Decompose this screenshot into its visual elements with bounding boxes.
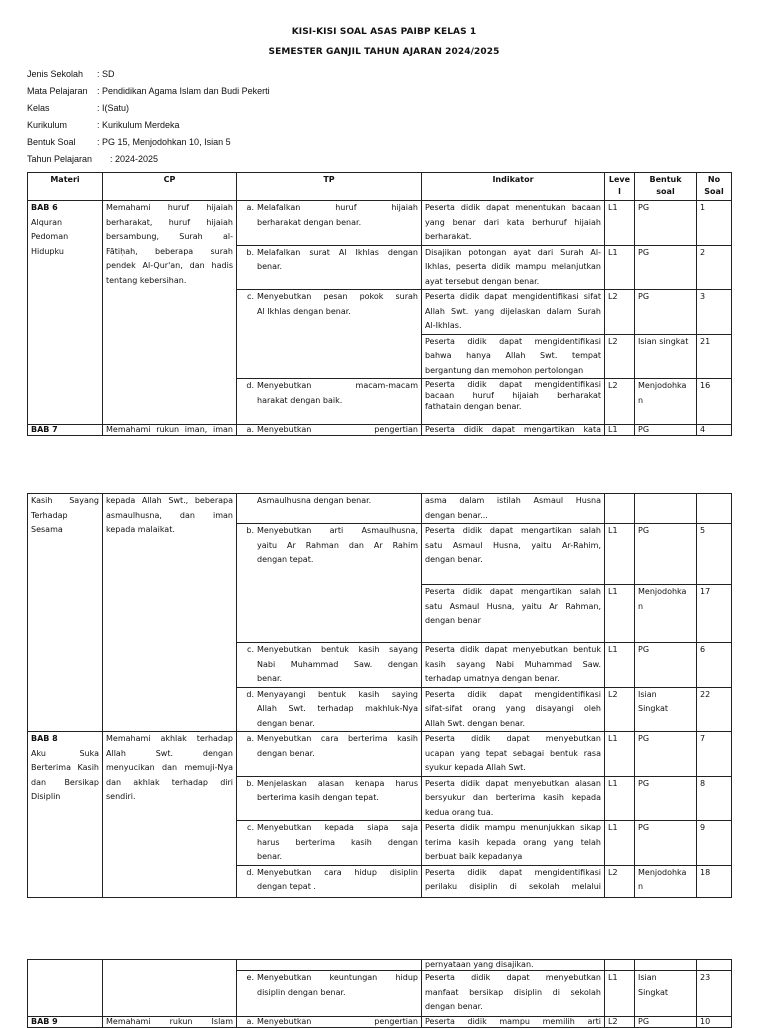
- document-subtitle: SEMESTER GANJIL TAHUN AJARAN 2024/2025: [268, 47, 500, 57]
- level-cell: L2: [605, 865, 635, 897]
- level-cell: L1: [605, 524, 635, 585]
- indikator-cell: Peserta didik dapat menyebutkan ucapan yang tepat sebagai bentuk rasa syukur kepada Allah Swt.: [422, 732, 605, 777]
- indikator-cell: Peserta didik dapat menyebutkan manfaat bersikap disiplin di sekolah dengan benar.: [422, 971, 605, 1017]
- level-cell: L2: [605, 379, 635, 425]
- identity-block: [27, 66, 270, 168]
- indikator-cell: Peserta didik dapat mengartikan kata: [422, 425, 605, 436]
- tp-cell: e. Menyebutkan keuntungan hidup disiplin dengan benar.: [237, 971, 422, 1017]
- header-cp: CP: [103, 173, 237, 201]
- cp-cell: [103, 960, 237, 1017]
- document-title: KISI-KISI SOAL ASAS PAIBP KELAS 1: [291, 27, 477, 37]
- meta-row: Mata Pelajaran : Pendidikan Agama Islam dan Budi Pekerti: [27, 86, 270, 96]
- indikator-cell: Peserta didik dapat mengidentifikasi sifat-sifat orang yang disayangi oleh Allah Swt. dengan benar.: [422, 687, 605, 732]
- bentuk-soal-cell: Isian Singkat: [635, 687, 697, 732]
- level-cell: L2: [605, 290, 635, 335]
- indikator-cell: Peserta didik dapat menyebutkan bentuk kasih sayang Nabi Muhammad Saw. terhadap umatnya dengan benar.: [422, 643, 605, 688]
- tp-cell: d. Menyebutkan cara hidup disiplin dengan tepat .: [237, 865, 422, 897]
- level-cell: L1: [605, 643, 635, 688]
- materi-cell: [28, 960, 103, 1017]
- level-cell: L1: [605, 245, 635, 290]
- no-soal-cell: 17: [697, 585, 732, 643]
- indikator-cell: Peserta didik dapat mengidentifikasi bahwa hanya Allah Swt. tempat bergantung dan memohon pertolongan: [422, 334, 605, 379]
- no-soal-cell: 16: [697, 379, 732, 425]
- header-materi: Materi: [28, 173, 103, 201]
- tp-cell: c. Menyebutkan pesan pokok surah Al Ikhlas dengan benar.: [237, 290, 422, 379]
- bentuk-soal-cell: PG: [635, 524, 697, 585]
- bentuk-soal-cell: PG: [635, 245, 697, 290]
- no-soal-cell: [697, 494, 732, 524]
- table-row: [28, 732, 732, 777]
- materi-cell: BAB 8 Aku Suka Berterima Kasih dan Bersikap Disiplin: [28, 732, 103, 898]
- indikator-cell: Peserta didik dapat mengidentifikasi sifat Allah Swt. yang dijelaskan dalam Surah Al-Ikhlas.: [422, 290, 605, 335]
- meta-row: Jenis Sekolah : SD: [27, 69, 115, 79]
- header-indikator: Indikator: [422, 173, 605, 201]
- header-bentuk-soal: Bentuk soal: [635, 173, 697, 201]
- tp-cell: d. Menyayangi bentuk kasih saying Allah Swt. terhadap makhluk-Nya dengan benar.: [237, 687, 422, 732]
- no-soal-cell: 2: [697, 245, 732, 290]
- level-cell: [605, 494, 635, 524]
- cp-cell: Memahami akhlak terhadap Allah Swt. dengan menyucikan dan memuji-Nya dan akhlak terhadap diri sendiri.: [103, 732, 237, 898]
- bentuk-soal-cell: [635, 960, 697, 971]
- bentuk-soal-cell: PG: [635, 201, 697, 246]
- no-soal-cell: 8: [697, 776, 732, 821]
- no-soal-cell: 7: [697, 732, 732, 777]
- cp-cell: Memahami rukun Islam: [103, 1017, 237, 1028]
- bentuk-soal-cell: PG: [635, 821, 697, 866]
- tp-cell: a. Melafalkan huruf hijaiah berharakat dengan benar.: [237, 201, 422, 246]
- level-cell: L1: [605, 585, 635, 643]
- meta-row: Bentuk Soal : PG 15, Menjodohkan 10, Isian 5: [27, 137, 231, 147]
- no-soal-cell: 3: [697, 290, 732, 335]
- bentuk-soal-cell: PG: [635, 1017, 697, 1028]
- no-soal-cell: 18: [697, 865, 732, 897]
- no-soal-cell: 10: [697, 1017, 732, 1028]
- tp-cell: a. Menyebutkan cara berterima kasih dengan benar.: [237, 732, 422, 777]
- level-cell: L2: [605, 334, 635, 379]
- table-header-row: [28, 173, 732, 201]
- indikator-cell: Peserta didik mampu memilih arti: [422, 1017, 605, 1028]
- indikator-cell: asma dalam istilah Asmaul Husna dengan benar...: [422, 494, 605, 524]
- level-cell: L1: [605, 732, 635, 777]
- tp-cell: b. Menjelaskan alasan kenapa harus berterima kasih dengan tepat.: [237, 776, 422, 821]
- no-soal-cell: 1: [697, 201, 732, 246]
- tp-cell: b. Menyebutkan arti Asmaulhusna, yaitu Ar Rahman dan Ar Rahim dengan tepat.: [237, 524, 422, 643]
- bentuk-soal-cell: Menjodohka n: [635, 585, 697, 643]
- bentuk-soal-cell: PG: [635, 425, 697, 436]
- level-cell: L1: [605, 971, 635, 1017]
- no-soal-cell: 6: [697, 643, 732, 688]
- table-row: [28, 1017, 732, 1028]
- table-row: [28, 960, 732, 971]
- kisi-table-page-1: [27, 172, 732, 436]
- no-soal-cell: 23: [697, 971, 732, 1017]
- cp-cell: kepada Allah Swt., beberapa asmaulhusna, dan iman kepada malaikat.: [103, 494, 237, 732]
- materi-cell: BAB 7: [28, 425, 103, 436]
- cp-cell: Memahami rukun iman, iman: [103, 425, 237, 436]
- indikator-cell: Peserta didik dapat mengartikan salah satu Asmaul Husna, yaitu Ar-Rahim, dengan benar.: [422, 524, 605, 585]
- bentuk-soal-cell: PG: [635, 776, 697, 821]
- level-cell: L1: [605, 776, 635, 821]
- meta-row: Tahun Pelajaran : 2024-2025: [27, 154, 159, 164]
- tp-cell: a. Menyebutkan pengertian: [237, 1017, 422, 1028]
- level-cell: L2: [605, 687, 635, 732]
- meta-row: Kelas : I(Satu): [27, 103, 130, 113]
- materi-cell: Kasih Sayang Terhadap Sesama: [28, 494, 103, 732]
- no-soal-cell: [697, 960, 732, 971]
- bentuk-soal-cell: PG: [635, 643, 697, 688]
- no-soal-cell: 4: [697, 425, 732, 436]
- indikator-cell: Peserta didik dapat menentukan bacaan yang benar dari kata berhuruf hijaiah berharakat.: [422, 201, 605, 246]
- kisi-table-page-2: [27, 493, 732, 898]
- indikator-cell: Peserta didik dapat mengidentifikasi perilaku disiplin di sekolah melalui: [422, 865, 605, 897]
- bentuk-soal-cell: Menjodohka n: [635, 379, 697, 425]
- indikator-cell: pernyataan yang disajikan.: [422, 960, 605, 971]
- indikator-cell: Peserta didik mampu menunjukkan sikap terima kasih kepada orang yang telah berbuat baik kepadanya: [422, 821, 605, 866]
- table-row: [28, 425, 732, 436]
- materi-cell: BAB 9: [28, 1017, 103, 1028]
- header-level: Leve l: [605, 173, 635, 201]
- tp-cell: c. Menyebutkan bentuk kasih sayang Nabi Muhammad Saw. dengan benar.: [237, 643, 422, 688]
- indikator-cell: Peserta didik dapat mengidentifikasi bacaan huruf hijaiah berharakat fathatain dengan benar.: [422, 379, 605, 425]
- tp-cell: [237, 960, 422, 971]
- materi-cell: BAB 6 Alquran Pedoman Hidupku: [28, 201, 103, 425]
- indikator-cell: Peserta didik dapat menyebutkan alasan bersyukur dan berterima kasih kepada kedua orang tua.: [422, 776, 605, 821]
- cp-cell: Memahami huruf hijaiah berharakat, huruf hijaiah bersambung, Surah al- Fātiḥah, beberapa surah pendek Al-Qur'an, dan hadis tentang kebersihan.: [103, 201, 237, 425]
- indikator-cell: Peserta didik dapat mengartikan salah satu Asmaul Husna, yaitu Ar Rahman, dengan benar: [422, 585, 605, 643]
- tp-cell: d. Menyebutkan macam-macam harakat dengan baik.: [237, 379, 422, 425]
- tp-cell: b. Melafalkan surat Al Ikhlas dengan benar.: [237, 245, 422, 290]
- bentuk-soal-cell: PG: [635, 732, 697, 777]
- bentuk-soal-cell: PG: [635, 290, 697, 335]
- indikator-cell: Disajikan potongan ayat dari Surah Al- Ikhlas, peserta didik mampu melanjutkan ayat tersebut dengan benar.: [422, 245, 605, 290]
- header-no-soal: No Soal: [697, 173, 732, 201]
- no-soal-cell: 9: [697, 821, 732, 866]
- meta-row: Kurikulum : Kurikulum Merdeka: [27, 120, 180, 130]
- tp-cell: Asmaulhusna dengan benar.: [237, 494, 422, 524]
- bentuk-soal-cell: [635, 494, 697, 524]
- level-cell: L2: [605, 1017, 635, 1028]
- level-cell: L1: [605, 425, 635, 436]
- no-soal-cell: 22: [697, 687, 732, 732]
- level-cell: L1: [605, 201, 635, 246]
- tp-cell: a. Menyebutkan pengertian: [237, 425, 422, 436]
- no-soal-cell: 5: [697, 524, 732, 585]
- kisi-table-page-3: [27, 959, 732, 1028]
- bentuk-soal-cell: Isian Singkat: [635, 971, 697, 1017]
- bentuk-soal-cell: Isian singkat: [635, 334, 697, 379]
- bentuk-soal-cell: Menjodohka n: [635, 865, 697, 897]
- tp-cell: c. Menyebutkan kepada siapa saja harus berterima kasih dengan benar.: [237, 821, 422, 866]
- no-soal-cell: 21: [697, 334, 732, 379]
- level-cell: L1: [605, 821, 635, 866]
- level-cell: [605, 960, 635, 971]
- header-tp: TP: [237, 173, 422, 201]
- table-row: [28, 201, 732, 246]
- table-row: [28, 494, 732, 524]
